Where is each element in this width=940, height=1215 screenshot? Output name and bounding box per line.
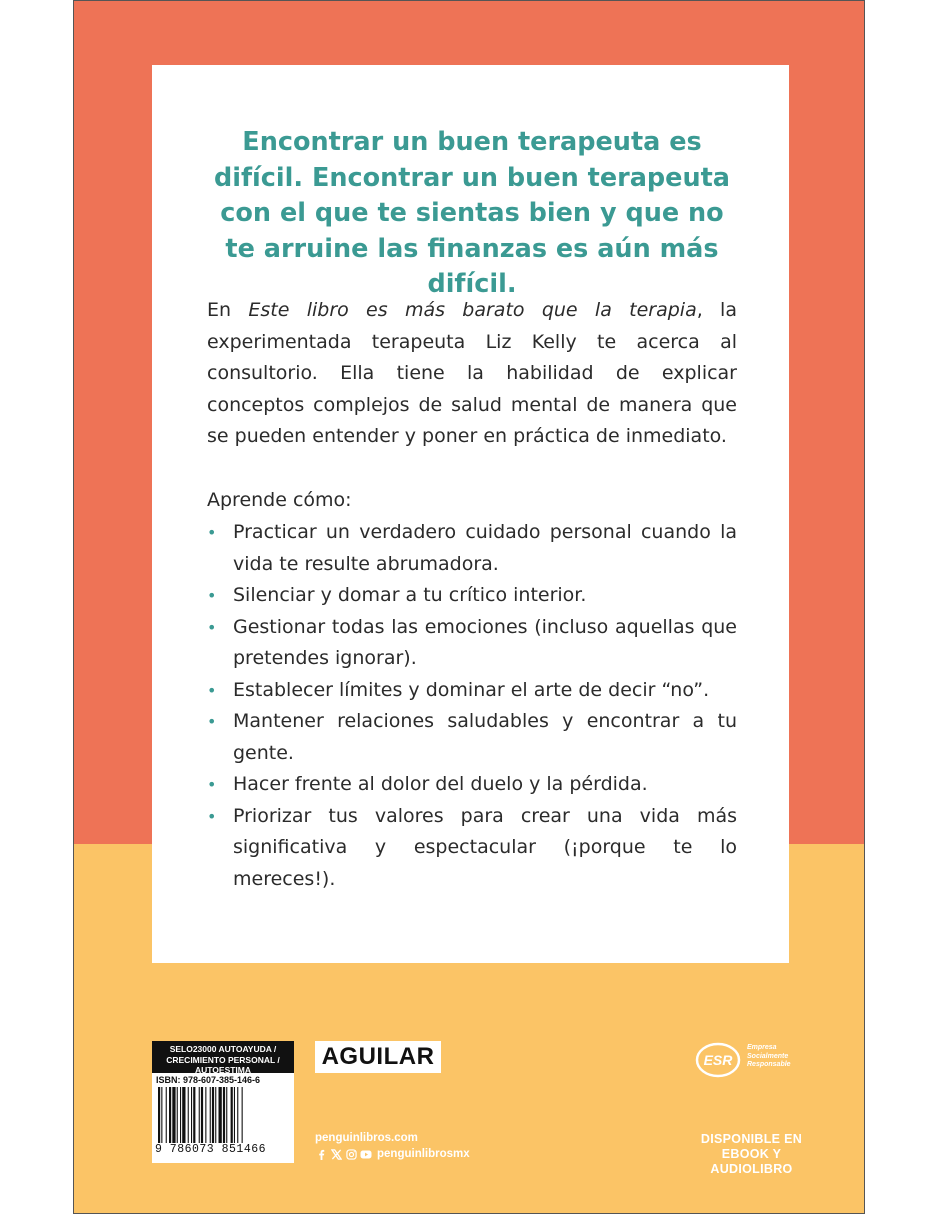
bullet-icon: • <box>207 586 217 605</box>
list-item: • Gestionar todas las emociones (incluso aquellas que pretendes ignorar). <box>207 612 737 675</box>
intro-paragraph <box>207 295 737 453</box>
esr-logo <box>694 1036 794 1084</box>
headline: Encontrar un buen terapeuta es difícil. Encontrar un buen terapeuta con el que te sientas bien y que no te arruine las finanzas es aún más difícil. <box>213 127 731 299</box>
isbn-barcode-block <box>152 1041 294 1163</box>
bullet-icon: • <box>207 680 217 700</box>
bullet-icon: • <box>207 712 217 731</box>
svg-text:ESR: ESR <box>703 1052 733 1068</box>
barcode-digits: 9 786073 851466 <box>155 1143 267 1156</box>
esr-emblem-icon <box>694 1040 744 1080</box>
intro-suffix: , la experimentada terapeuta Liz Kelly te acerca al consultorio. Ella tiene la habilidad de explicar conceptos complejos de salud mental de manera que se pueden entender y poner en práctica de inmediato. <box>207 299 737 447</box>
instagram-icon[interactable] <box>345 1148 357 1160</box>
facebook-icon[interactable] <box>315 1148 327 1160</box>
youtube-icon[interactable] <box>360 1148 372 1160</box>
list-item: • Hacer frente al dolor del duelo y la pérdida. <box>207 769 737 801</box>
book-back-cover <box>73 0 865 1214</box>
social-links <box>315 1148 470 1160</box>
isbn-number: ISBN: 978-607-385-146-6 <box>156 1075 261 1085</box>
x-icon[interactable] <box>330 1148 342 1160</box>
bullet-icon: • <box>207 523 217 542</box>
book-title: Este libro es más barato que la terapia <box>248 299 697 321</box>
benefit-list <box>207 517 737 895</box>
barcode-icon <box>156 1087 290 1143</box>
publisher-logo: AGUILAR <box>315 1041 441 1073</box>
bullet-icon: • <box>207 806 217 826</box>
learn-heading: Aprende cómo: <box>207 489 352 511</box>
list-item: • Mantener relaciones saludables y encontrar a tu gente. <box>207 706 737 769</box>
esr-caption: Empresa Socialmente Responsable <box>747 1044 791 1068</box>
list-item: • Priorizar tus valores para crear una vida más significativa y espectacular (¡porque te lo mereces!). <box>207 801 737 896</box>
text-panel <box>152 65 789 963</box>
bullet-icon: • <box>207 617 217 637</box>
list-item: • Silenciar y domar a tu crítico interior. <box>207 580 737 612</box>
list-item: • Practicar un verdadero cuidado personal cuando la vida te resulte abrumadora. <box>207 517 737 580</box>
category-label: SELO23000 AUTOAYUDA / CRECIMIENTO PERSONAL / AUTOESTIMA <box>152 1041 294 1073</box>
intro-prefix: En <box>207 299 249 321</box>
list-item: • Establecer límites y dominar el arte de decir “no”. <box>207 675 737 707</box>
social-handle[interactable]: penguinlibrosmx <box>377 1148 470 1160</box>
availability-note: DISPONIBLE EN EBOOK Y AUDIOLIBRO <box>700 1132 803 1176</box>
bullet-icon: • <box>207 775 217 794</box>
website-link[interactable]: penguinlibros.com <box>315 1132 418 1144</box>
